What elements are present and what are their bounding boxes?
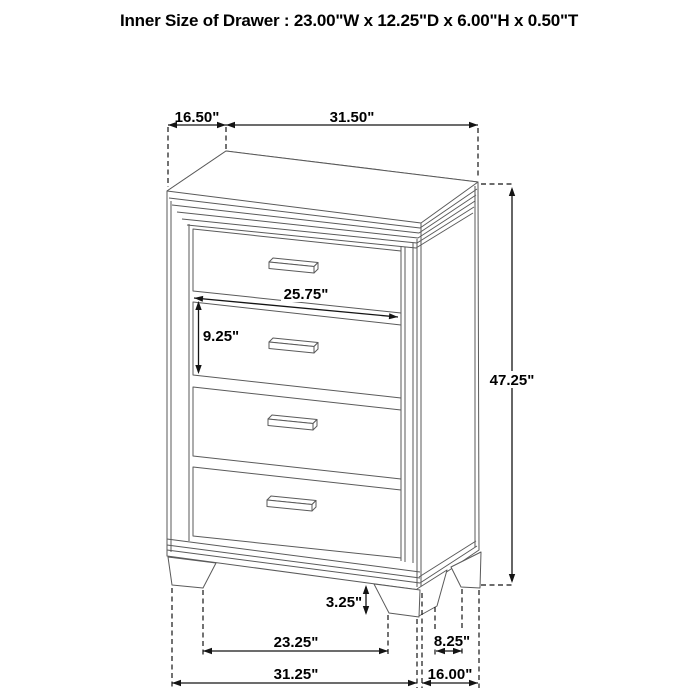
dim-label-top-depth: 16.50" <box>174 109 220 126</box>
dim-label-drawer-opening-width: 25.75" <box>283 286 329 303</box>
dim-label-overall-depth: 16.00" <box>427 666 473 683</box>
dim-label-overall-width: 31.25" <box>273 666 319 683</box>
leg-front-left <box>168 557 216 588</box>
dim-label-drawer-face-height: 9.25" <box>202 328 240 345</box>
dim-label-overall-height: 47.25" <box>489 372 535 389</box>
dim-label-front-leg-span: 23.25" <box>273 634 319 651</box>
dim-label-side-leg-span: 8.25" <box>433 633 471 650</box>
dresser-drawing <box>167 151 481 617</box>
leg-front-right <box>374 584 420 617</box>
dim-label-top-width: 31.50" <box>329 109 375 126</box>
diagram-title: Inner Size of Drawer : 23.00"W x 12.25"D x 6.00"H x 0.50"T <box>119 11 579 30</box>
dim-label-leg-height: 3.25" <box>325 594 363 611</box>
